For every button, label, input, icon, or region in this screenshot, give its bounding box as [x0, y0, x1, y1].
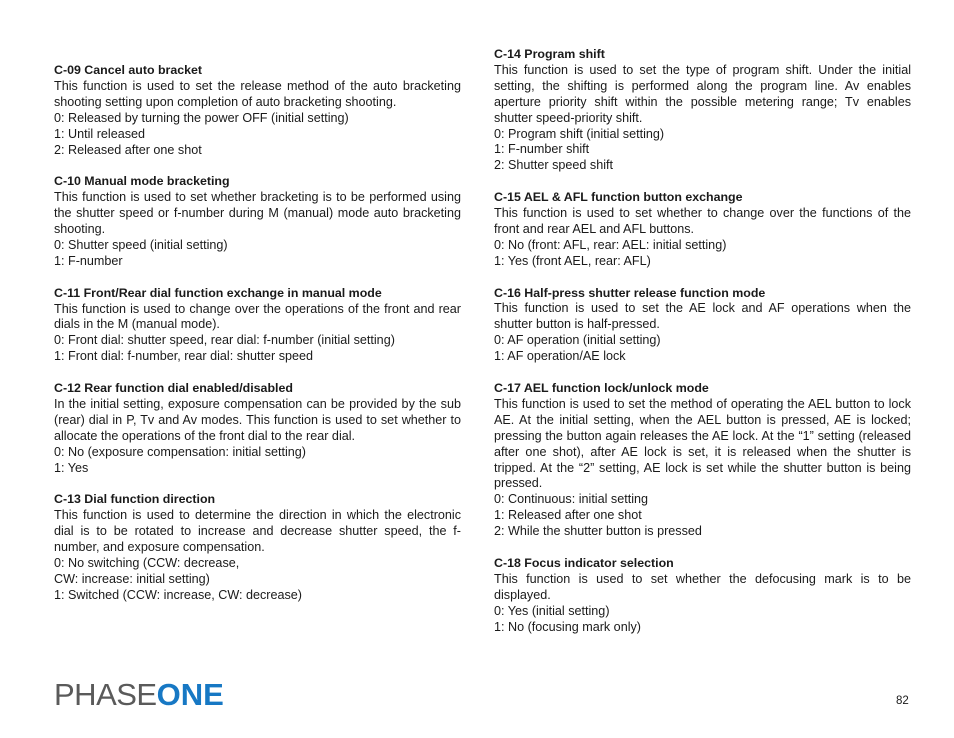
setting-option: 0: AF operation (initial setting): [494, 333, 661, 348]
phase-one-logo: [54, 679, 224, 711]
setting-option: 0: No (front: AFL, rear: AEL: initial setting): [494, 237, 727, 252]
setting-title: C-17 AEL function lock/unlock mode: [494, 380, 709, 395]
left-column: [54, 63, 461, 620]
setting-section: [494, 556, 911, 636]
setting-option: 0: Front dial: shutter speed, rear dial: f-number (initial setting): [54, 333, 395, 348]
setting-option: 1: Switched (CCW: increase, CW: decrease): [54, 587, 302, 602]
page-number: 82: [896, 695, 909, 707]
setting-title: C-15 AEL & AFL function button exchange: [494, 190, 743, 205]
setting-option: 0: Shutter speed (initial setting): [54, 237, 228, 252]
setting-option: 2: Shutter speed shift: [494, 158, 614, 173]
setting-option: 0: Released by turning the power OFF (initial setting): [54, 110, 349, 125]
setting-section: [54, 381, 461, 476]
setting-title: C-10 Manual mode bracketing: [54, 174, 230, 189]
setting-section: [54, 492, 461, 603]
setting-title: C-18 Focus indicator selection: [494, 555, 674, 570]
setting-section: [494, 381, 911, 540]
setting-option: CW: increase: initial setting): [54, 571, 210, 586]
setting-option: 1: Released after one shot: [494, 508, 642, 523]
setting-description: This function is used to set the AE lock and AF operations when the shutter button is half-pressed.: [494, 301, 911, 332]
setting-section: [494, 47, 911, 174]
setting-title: C-13 Dial function direction: [54, 492, 216, 507]
setting-option: 0: Program shift (initial setting): [494, 126, 665, 141]
setting-description: This function is used to change over the operations of the front and rear dials in the M (manual mode).: [54, 301, 461, 332]
setting-title: C-09 Cancel auto bracket: [54, 63, 203, 77]
setting-option: 1: No (focusing mark only): [494, 619, 641, 634]
setting-title: C-12 Rear function dial enabled/disabled: [54, 381, 293, 396]
setting-description: This function is used to set the release method of the auto bracketing shooting setting upon completion of auto bracketing shooting.: [54, 78, 461, 109]
setting-description: This function is used to set whether bracketing is to be performed using the shutter speed or f-number during M (manual) mode auto bracketing shooting.: [54, 190, 461, 237]
setting-option: 0: No (exposure compensation: initial setting): [54, 444, 307, 459]
setting-option: 1: Yes (front AEL, rear: AFL): [494, 253, 651, 268]
setting-description: In the initial setting, exposure compensation can be provided by the sub (rear) dial in P, Tv and Av modes. This function is used to set whether to allocate the operations of the front dial to the rear dial.: [54, 396, 461, 443]
setting-description: This function is used to set whether to change over the functions of the front and rear AEL and AFL buttons.: [494, 206, 911, 236]
setting-option: 0: Continuous: initial setting: [494, 492, 649, 507]
setting-option: 0: No switching (CCW: decrease,: [54, 556, 240, 571]
setting-title: C-14 Program shift: [494, 47, 605, 61]
setting-description: This function is used to set whether the defocusing mark is to be displayed.: [494, 571, 911, 602]
logo-phase-text: PHASE: [54, 677, 157, 712]
setting-title: C-11 Front/Rear dial function exchange in manual mode: [54, 285, 382, 300]
setting-description: This function is used to set the type of program shift. Under the initial setting, the shifting is performed along the program line. Av enables aperture priority shift within the possible metering range; Tv enables shutter speed-priority shift.: [494, 62, 911, 125]
setting-option: 1: Yes: [54, 460, 89, 475]
setting-option: 1: Front dial: f-number, rear dial: shutter speed: [54, 349, 314, 364]
setting-section: [494, 190, 911, 270]
setting-section: [54, 286, 461, 366]
setting-description: This function is used to set the method of operating the AEL button to lock AE. At the initial setting, when the AEL button is pressed, AE is locked; pressing the button again releases the AE lock. At the “1” setting (released after one shot), after AE lock is set, it is released when the shutter is tripped. At the “2” setting, AE lock is set while the shutter button is being pressed.: [494, 396, 911, 491]
setting-section: [54, 174, 461, 269]
right-column: [494, 47, 911, 651]
setting-option: 1: Until released: [54, 126, 146, 141]
setting-option: 1: F-number: [54, 253, 123, 268]
setting-option: 2: Released after one shot: [54, 142, 202, 157]
setting-option: 2: While the shutter button is pressed: [494, 524, 702, 539]
setting-option: 1: F-number shift: [494, 142, 590, 157]
setting-section: [494, 286, 911, 366]
setting-option: 1: AF operation/AE lock: [494, 349, 626, 364]
setting-section: [54, 63, 461, 158]
setting-title: C-16 Half-press shutter release function mode: [494, 285, 766, 300]
setting-option: 0: Yes (initial setting): [494, 603, 610, 618]
setting-description: This function is used to determine the direction in which the electronic dial is to be rotated to increase and decrease shutter speed, the f-number, and exposure compensation.: [54, 508, 461, 555]
logo-one-text: ONE: [156, 677, 224, 712]
